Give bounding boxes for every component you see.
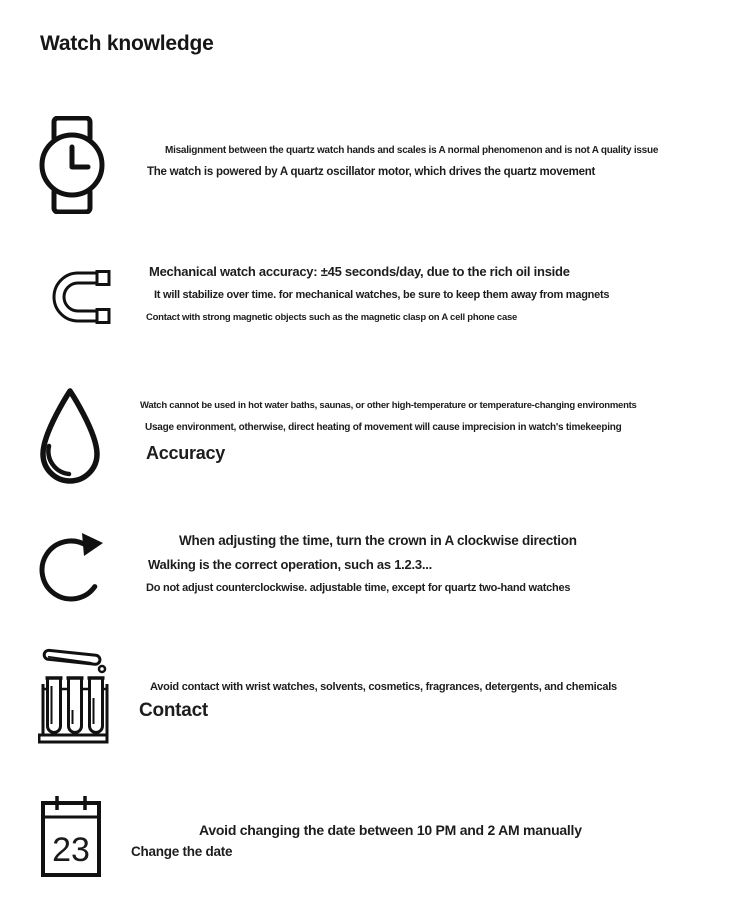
test-tubes-icon (38, 646, 112, 744)
magnet-note-line-2: It will stabilize over time. for mechanical watches, be sure to keep them away from magnets (154, 289, 610, 301)
quartz-note-line-2: The watch is powered by A quartz oscillator motor, which drives the quartz movement (147, 166, 596, 178)
calendar-icon (40, 793, 102, 879)
temperature-note-line-1: Watch cannot be used in hot water baths, saunas, or other high-temperature or temperature-changing environments (140, 400, 637, 411)
adjust-note-line-1: When adjusting the time, turn the crown in A clockwise direction (179, 533, 577, 548)
chemical-note-line-1: Avoid contact with wrist watches, solvents, cosmetics, fragrances, detergents, and chemicals (150, 681, 617, 693)
magnet-note-line-1: Mechanical watch accuracy: ±45 seconds/day, due to the rich oil inside (149, 264, 570, 279)
adjust-note-line-3: Do not adjust counterclockwise. adjustable time, except for quartz two-hand watches (146, 582, 571, 594)
clockwise-arrow-icon (38, 524, 106, 608)
calendar-day: 23 (52, 831, 90, 869)
accuracy-heading: Accuracy (146, 443, 226, 463)
wristwatch-icon (38, 116, 106, 214)
page-title: Watch knowledge (40, 32, 214, 55)
water-drop-icon (36, 386, 104, 484)
magnet-note-line-3: Contact with strong magnetic objects such as the magnetic clasp on A cell phone case (146, 312, 518, 323)
adjust-note-line-2: Walking is the correct operation, such as 1.2.3... (148, 557, 432, 572)
date-note-line-2: Change the date (131, 844, 233, 859)
date-note-line-1: Avoid changing the date between 10 PM and 2 AM manually (199, 822, 582, 838)
magnet-icon (40, 268, 112, 326)
contact-heading: Contact (139, 700, 208, 721)
temperature-note-line-2: Usage environment, otherwise, direct heating of movement will cause imprecision in watch's timekeeping (145, 422, 622, 433)
quartz-note-line-1: Misalignment between the quartz watch hands and scales is A normal phenomenon and is not A quality issue (165, 145, 659, 156)
